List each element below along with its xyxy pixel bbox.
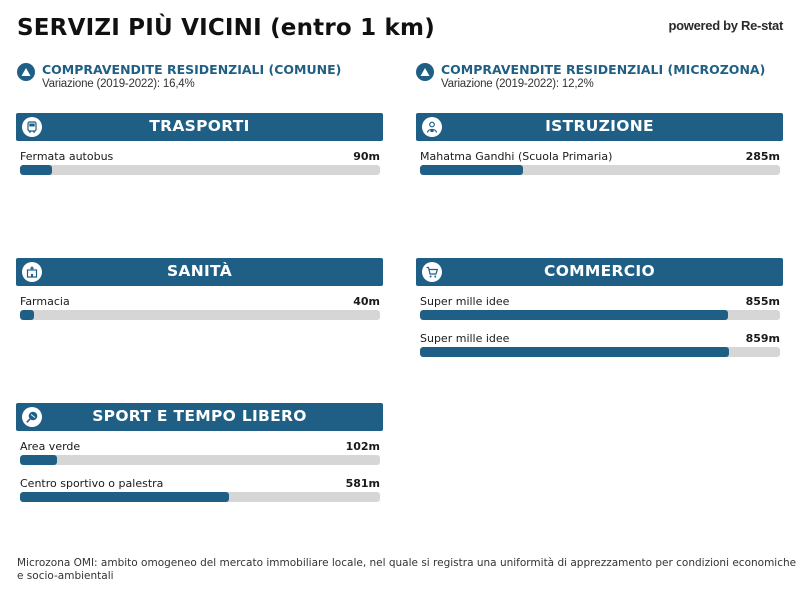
page-title: SERVIZI PIÙ VICINI (entro 1 km): [17, 15, 435, 41]
distance-bar: [20, 310, 380, 320]
item-list: [416, 295, 783, 360]
distance-bar-fill: [20, 165, 52, 175]
item-list: [16, 295, 383, 323]
service-item: [416, 295, 783, 323]
distance-bar: [20, 492, 380, 502]
stat-subtitle: Variazione (2019-2022): 12,2%: [441, 78, 594, 90]
section-header: [416, 113, 783, 141]
item-list: [416, 150, 783, 178]
service-item: [16, 295, 383, 323]
section-sanita: [16, 258, 383, 323]
distance-bar: [420, 310, 780, 320]
distance-bar-fill: [20, 455, 57, 465]
distance-bar-fill: [420, 347, 729, 357]
service-name: Farmacia: [20, 295, 70, 308]
distance-bar-fill: [20, 310, 34, 320]
service-item: [16, 440, 383, 468]
section-header: [16, 403, 383, 431]
distance-bar: [20, 165, 380, 175]
service-name: Mahatma Gandhi (Scuola Primaria): [420, 150, 613, 163]
service-distance: 855m: [745, 295, 780, 308]
section-istruzione: [416, 113, 783, 178]
service-item: [416, 332, 783, 360]
service-name: Super mille idee: [420, 295, 510, 308]
stat-title: COMPRAVENDITE RESIDENZIALI (COMUNE): [42, 62, 342, 77]
stat-subtitle: Variazione (2019-2022): 16,4%: [42, 78, 195, 90]
service-name: Super mille idee: [420, 332, 510, 345]
section-title: TRASPORTI: [149, 117, 250, 135]
distance-bar-fill: [420, 165, 523, 175]
section-commercio: [416, 258, 783, 360]
service-distance: 90m: [353, 150, 380, 163]
triangle-up-icon: [416, 63, 434, 81]
service-name: Fermata autobus: [20, 150, 114, 163]
item-list: [16, 440, 383, 505]
stat-title: COMPRAVENDITE RESIDENZIALI (MICROZONA): [441, 62, 766, 77]
section-trasporti: [16, 113, 383, 178]
triangle-up-icon: [17, 63, 35, 81]
service-item: [416, 150, 783, 178]
distance-bar-fill: [420, 310, 728, 320]
section-header: [16, 113, 383, 141]
section-header: [416, 258, 783, 286]
service-distance: 102m: [345, 440, 380, 453]
distance-bar: [420, 165, 780, 175]
section-title: SANITÀ: [166, 262, 233, 280]
service-distance: 859m: [745, 332, 780, 345]
powered-by-logo: powered by Re-stat: [668, 18, 783, 33]
service-name: Area verde: [20, 440, 81, 453]
section-header: [16, 258, 383, 286]
distance-bar-fill: [20, 492, 229, 502]
section-title: SPORT E TEMPO LIBERO: [92, 407, 307, 425]
distance-bar: [420, 347, 780, 357]
service-distance: 40m: [353, 295, 380, 308]
service-item: [16, 150, 383, 178]
service-item: [16, 477, 383, 505]
item-list: [16, 150, 383, 178]
footnote: Microzona OMI: ambito omogeneo del mercato immobiliare locale, nel quale si registra una uniformità di apprezzamento per condizioni economiche e socio-ambientali: [17, 557, 797, 582]
distance-bar: [20, 455, 380, 465]
section-title: COMMERCIO: [544, 262, 655, 280]
service-name: Centro sportivo o palestra: [20, 477, 164, 490]
section-sport: [16, 403, 383, 505]
section-title: ISTRUZIONE: [545, 117, 654, 135]
service-distance: 285m: [745, 150, 780, 163]
service-distance: 581m: [345, 477, 380, 490]
